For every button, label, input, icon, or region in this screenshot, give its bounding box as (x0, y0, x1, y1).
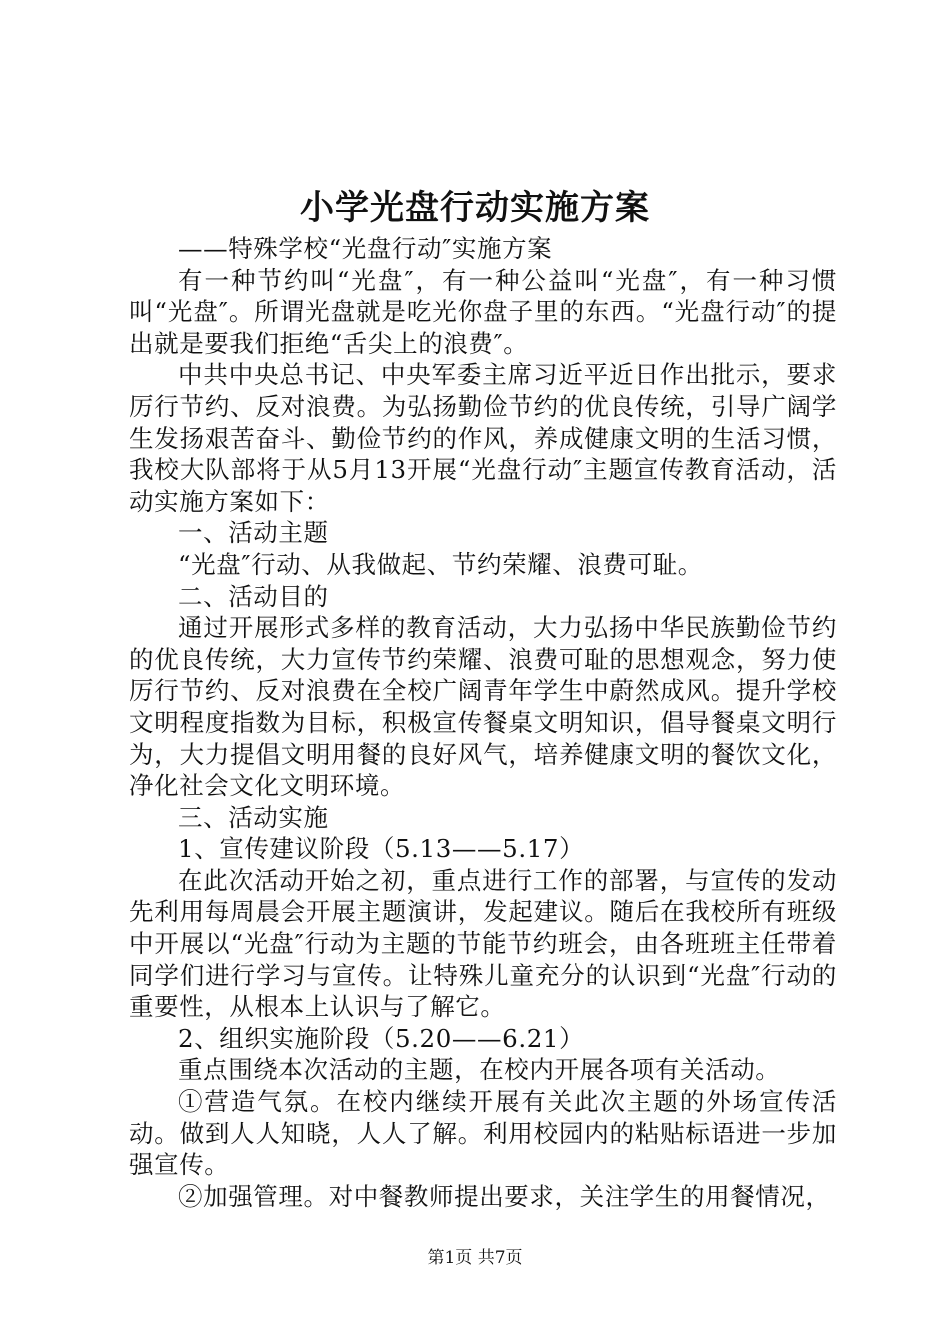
document-title: 小学光盘行动实施方案 (300, 188, 650, 228)
subtitle-paragraph: ——特殊学校“光盘行动″实施方案 (178, 234, 553, 263)
stage-two-paragraph: 重点围绕本次活动的主题，在校内开展各项有关活动。 (178, 1055, 781, 1085)
background-paragraph: 中共中央总书记、中央军委主席习近平近日作出批示，要求厉行节约、反对浪费。为弘扬勤俭节约的优良传统，引导广阔学生发扬艰苦奋斗、勤俭节约的作风，养成健康文明的生活习惯，我校大队部将于从5月13开展“光盘行动″主题宣传教育活动，活动实施方案如下： (129, 360, 837, 516)
stage-one-paragraph: 在此次活动开始之初，重点进行工作的部署，与宣传的发动先利用每周晨会开展主题演讲，发起建议。随后在我校所有班级中开展以“光盘″行动为主题的节能节约班会，由各班班主任带着同学们进行学习与宣传。让特殊儿童充分的认识到“光盘″行动的重要性，从根本上认识与了解它。 (129, 865, 837, 1022)
intro-paragraph: 有一种节约叫“光盘″，有一种公益叫“光盘″，有一种习惯叫“光盘″。所谓光盘就是吃光你盘子里的东西。“光盘行动″的提出就是要我们拒绝“舌尖上的浪费″。 (129, 265, 837, 358)
page-footer: 第1页 共7页 (427, 1248, 523, 1268)
stage-two-heading: 2、组织实施阶段（5.20——6.21） (178, 1023, 585, 1053)
section-heading-theme: 一、活动主题 (178, 518, 329, 548)
document-body (129, 233, 837, 1212)
section-heading-implementation: 三、活动实施 (178, 802, 329, 832)
management-paragraph: ②加强管理。对中餐教师提出要求，关注学生的用餐情况， (178, 1181, 831, 1211)
atmosphere-paragraph: ①营造气氛。在校内继续开展有关此次主题的外场宣传活动。做到人人知晓，人人了解。利用校园内的粘贴标语进一步加强宣传。 (129, 1087, 837, 1180)
purpose-paragraph: 通过开展形式多样的教育活动，大力弘扬中华民族勤俭节约的优良传统，大力宣传节约荣耀、浪费可耻的思想观念，努力使厉行节约、反对浪费在全校广阔青年学生中蔚然成风。提升学校文明程度指数为目标，积极宣传餐桌文明知识，倡导餐桌文明行为，大力提倡文明用餐的良好风气，培养健康文明的餐饮文化，净化社会文化文明环境。 (129, 613, 837, 801)
theme-paragraph: “光盘″行动、从我做起、节约荣耀、浪费可耻。 (178, 549, 703, 579)
stage-one-heading: 1、宣传建议阶段（5.13——5.17） (178, 834, 585, 864)
section-heading-purpose: 二、活动目的 (178, 581, 329, 611)
